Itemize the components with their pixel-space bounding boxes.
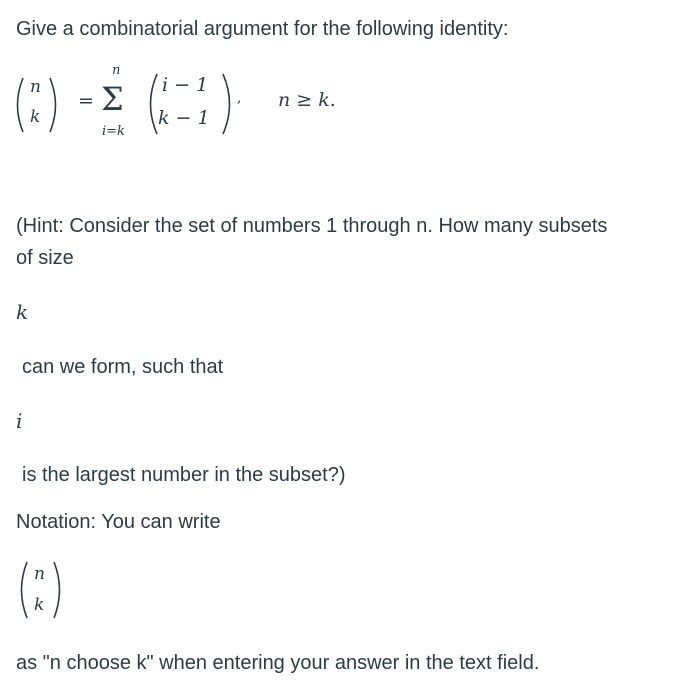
closing-text: as "n choose k" when entering your answer in the text field. (16, 652, 540, 674)
sum-upper-limit: n (112, 63, 121, 78)
lhs-binom-top: n (30, 77, 41, 97)
hint-line-1: (Hint: Consider the set of numbers 1 through n. How many subsets (16, 215, 608, 237)
notation-binom-bottom: k (34, 595, 45, 615)
intro-text: Give a combinatorial argument for the following identity: (16, 18, 509, 40)
formula-comma: , (237, 90, 242, 106)
equals-sign: = (78, 90, 94, 112)
condition-text: n ≥ k. (278, 89, 336, 111)
right-paren-icon (47, 76, 63, 134)
right-paren-icon (51, 560, 67, 620)
right-paren-icon (220, 72, 238, 136)
sigma-symbol: Σ (101, 80, 124, 118)
lhs-binom-bottom: k (30, 107, 41, 127)
left-paren-icon (14, 560, 30, 620)
notation-text: Notation: You can write (16, 511, 221, 533)
hint-end: is the largest number in the subset?) (22, 464, 346, 486)
variable-i: i (16, 409, 23, 433)
hint-line-2: of size (16, 247, 74, 269)
left-paren-icon (10, 76, 26, 134)
rhs-binom-bottom: k − 1 (158, 107, 210, 129)
variable-k: k (16, 300, 29, 324)
sum-lower-limit: i=k (102, 124, 125, 139)
hint-middle: can we form, such that (22, 356, 224, 378)
rhs-binom-top: i − 1 (162, 74, 209, 96)
notation-binom-top: n (34, 564, 45, 584)
